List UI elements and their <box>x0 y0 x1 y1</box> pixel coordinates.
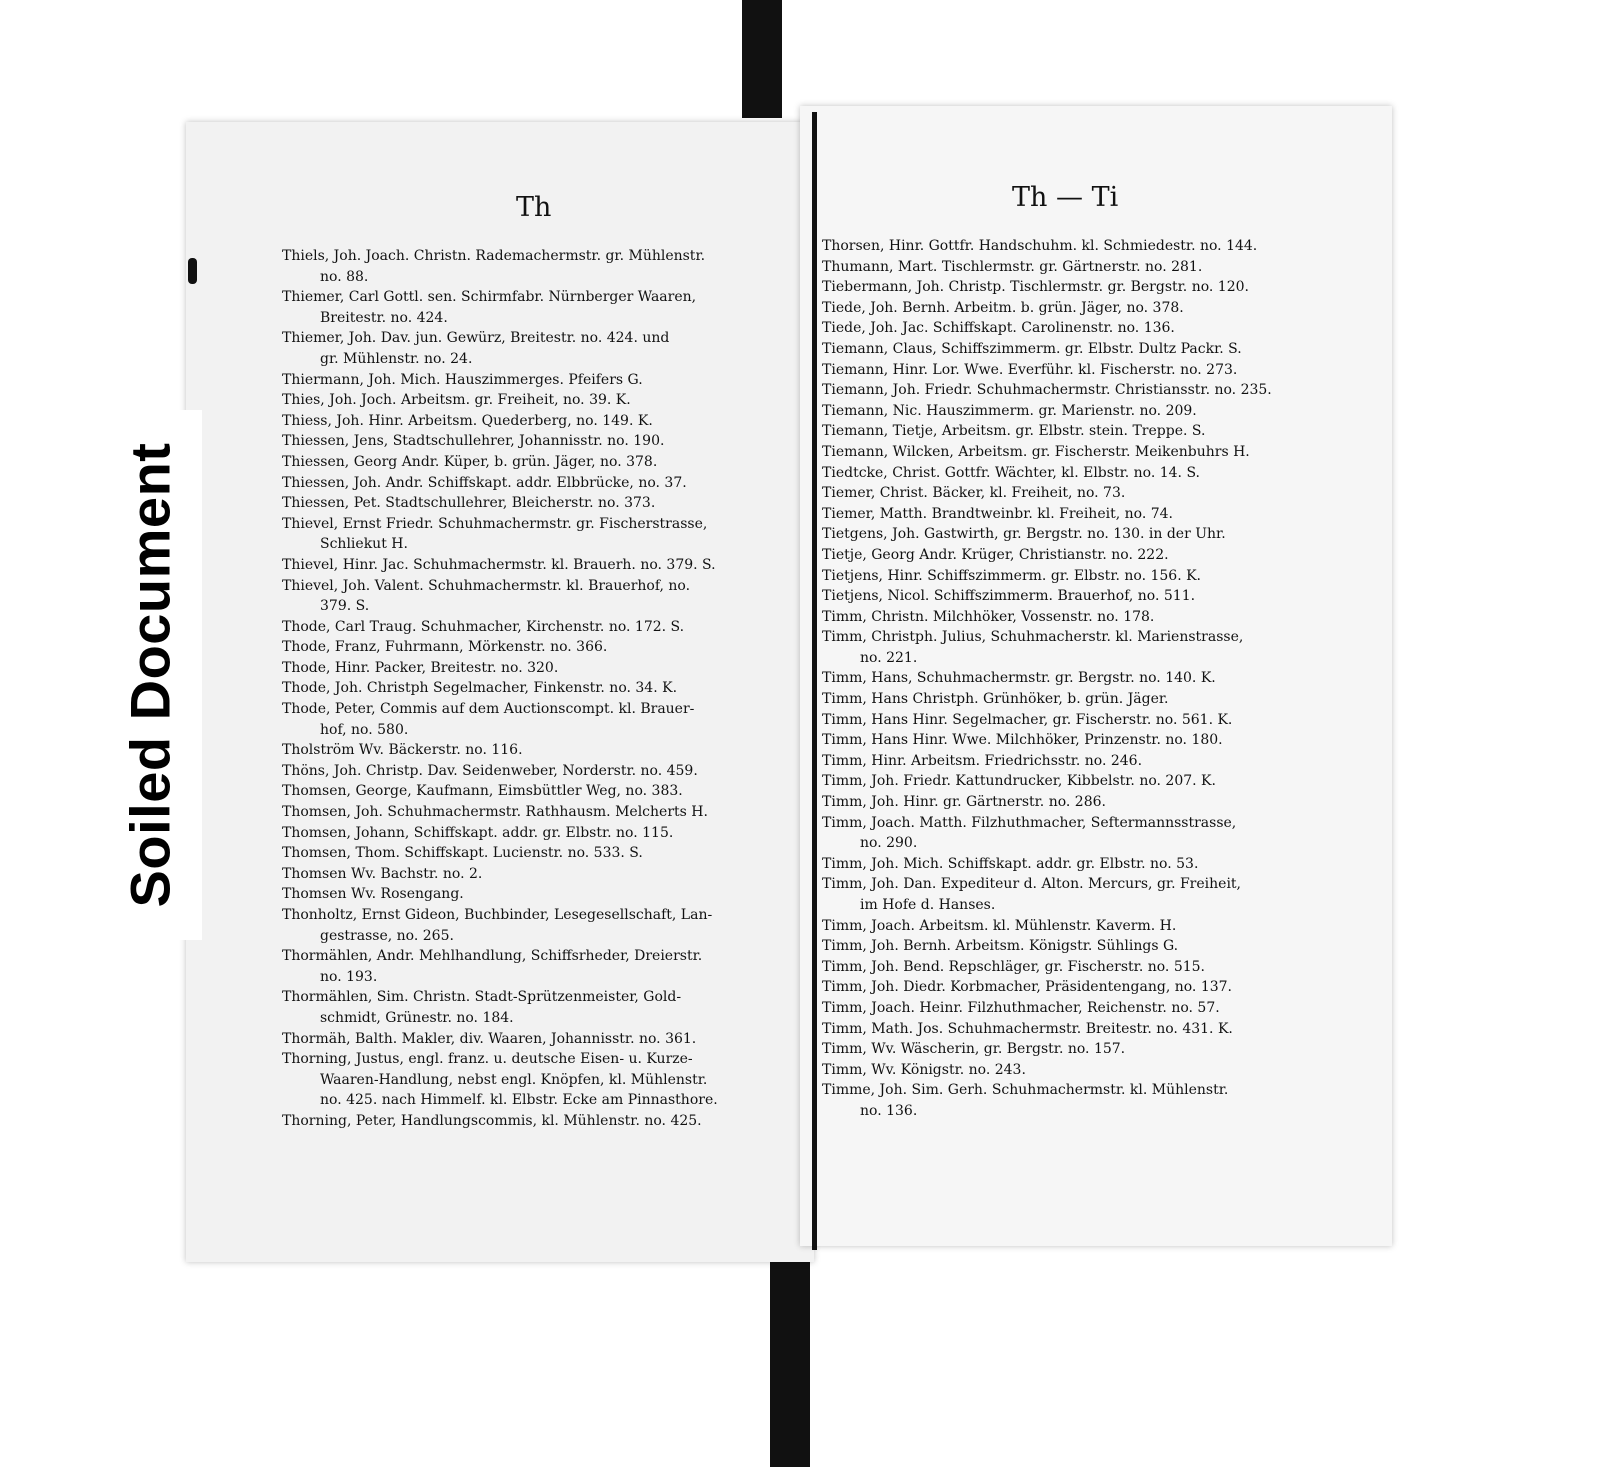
directory-entry <box>282 1049 802 1090</box>
directory-entry <box>282 390 802 411</box>
directory-entry <box>822 586 1342 607</box>
directory-entry <box>282 843 802 864</box>
directory-entry <box>822 1080 1342 1121</box>
directory-entry <box>822 545 1342 566</box>
entry-continuation: gr. Mühlenstr. no. 24. <box>320 350 473 367</box>
directory-entry <box>282 493 802 514</box>
directory-entry <box>282 864 802 885</box>
entry-line: Timm, Joach. Matth. Filzhuthmacher, Seftermannsstrasse, <box>822 814 1237 831</box>
directory-entry <box>822 627 1342 668</box>
left-page-entries <box>282 246 802 1132</box>
directory-entry <box>282 555 802 576</box>
directory-entry <box>282 617 802 638</box>
entry-line: Thomsen, Johann, Schiffskapt. addr. gr. Elbstr. no. 115. <box>282 824 674 841</box>
directory-entry <box>822 730 1342 751</box>
directory-entry <box>282 823 802 844</box>
directory-entry <box>282 699 802 740</box>
directory-entry <box>282 328 802 369</box>
directory-entry <box>822 421 1342 442</box>
entry-line: Tiemann, Joh. Friedr. Schuhmachermstr. Christiansstr. no. 235. <box>822 382 1272 399</box>
entry-line: Timm, Joh. Bernh. Arbeitsm. Königstr. Sühlings G. <box>822 938 1179 955</box>
directory-entry <box>282 946 802 987</box>
directory-entry <box>822 751 1342 772</box>
directory-entry <box>282 576 802 617</box>
entry-line: Thievel, Hinr. Jac. Schuhmachermstr. kl. Brauerh. no. 379. S. <box>282 556 716 573</box>
soiled-document-stamp: Soiled Document <box>118 442 182 908</box>
directory-entry <box>822 463 1342 484</box>
directory-entry <box>822 936 1342 957</box>
entry-line: Timm, Hans Hinr. Wwe. Milchhöker, Prinzenstr. no. 180. <box>822 732 1223 749</box>
entry-line: Timm, Hans, Schuhmachermstr. gr. Bergstr. no. 140. K. <box>822 670 1216 687</box>
entry-continuation: Schliekut H. <box>320 536 408 553</box>
directory-entry <box>822 236 1342 257</box>
entry-line: Timm, Wv. Wäscherin, gr. Bergstr. no. 157. <box>822 1041 1126 1058</box>
directory-entry <box>282 1111 802 1132</box>
entry-continuation: no. 193. <box>320 968 378 985</box>
entry-line: Thiemer, Carl Gottl. sen. Schirmfabr. Nürnberger Waaren, <box>282 289 697 306</box>
entry-line: Timm, Joh. Diedr. Korbmacher, Präsidentengang, no. 137. <box>822 979 1232 996</box>
entry-line: Thievel, Joh. Valent. Schuhmachermstr. kl. Brauerhof, no. <box>282 577 691 594</box>
directory-entry <box>822 566 1342 587</box>
directory-entry <box>822 1060 1342 1081</box>
entry-line: Tietjens, Hinr. Schiffszimmerm. gr. Elbstr. no. 156. K. <box>822 567 1201 584</box>
entry-line: Tiemer, Christ. Bäcker, kl. Freiheit, no. 73. <box>822 485 1126 502</box>
book-spine-top <box>742 0 782 118</box>
directory-entry <box>282 761 802 782</box>
directory-entry <box>822 277 1342 298</box>
directory-entry <box>822 380 1342 401</box>
entry-line: Timm, Joh. Bend. Repschläger, gr. Fischerstr. no. 515. <box>822 958 1205 975</box>
entry-continuation: 379. S. <box>320 598 370 615</box>
entry-line: Thomsen Wv. Bachstr. no. 2. <box>282 865 483 882</box>
entry-continuation: no. 221. <box>860 649 918 666</box>
entry-line: Thomsen, George, Kaufmann, Eimsbüttler Weg, no. 383. <box>282 783 683 800</box>
directory-entry <box>282 246 802 287</box>
entry-line: Timm, Joh. Hinr. gr. Gärtnerstr. no. 286. <box>822 794 1106 811</box>
directory-entry <box>282 658 802 679</box>
entry-line: Thormählen, Sim. Christn. Stadt-Sprützenmeister, Gold- <box>282 989 682 1006</box>
directory-entry <box>822 916 1342 937</box>
directory-entry <box>282 514 802 555</box>
entry-continuation: schmidt, Grünestr. no. 184. <box>320 1009 514 1026</box>
entry-continuation: no. 136. <box>860 1102 918 1119</box>
directory-entry <box>822 504 1342 525</box>
directory-entry <box>822 318 1342 339</box>
entry-line: Thiessen, Jens, Stadtschullehrer, Johannisstr. no. 190. <box>282 433 665 450</box>
entry-line: Timm, Joh. Mich. Schiffskapt. addr. gr. Elbstr. no. 53. <box>822 855 1199 872</box>
entry-line: Thode, Hinr. Packer, Breitestr. no. 320. <box>282 659 559 676</box>
directory-entry <box>282 411 802 432</box>
entry-line: Tiede, Joh. Bernh. Arbeitm. b. grün. Jäger, no. 378. <box>822 299 1184 316</box>
entry-line: Thorning, Justus, engl. franz. u. deutsche Eisen- u. Kurze- <box>282 1051 693 1068</box>
entry-line: Tiemann, Hinr. Lor. Wwe. Everführ. kl. Fischerstr. no. 273. <box>822 361 1238 378</box>
entry-line: Tiede, Joh. Jac. Schiffskapt. Carolinenstr. no. 136. <box>822 320 1175 337</box>
directory-entry <box>822 854 1342 875</box>
entry-line: Timm, Wv. Königstr. no. 243. <box>822 1061 1026 1078</box>
directory-entry <box>282 431 802 452</box>
entry-line: Thode, Franz, Fuhrmann, Mörkenstr. no. 366. <box>282 639 608 656</box>
entry-line: Timm, Hans Hinr. Segelmacher, gr. Fischerstr. no. 561. K. <box>822 711 1233 728</box>
entry-line: Thiemer, Joh. Dav. jun. Gewürz, Breitestr. no. 424. und <box>282 330 670 347</box>
directory-entry <box>822 977 1342 998</box>
directory-entry <box>282 802 802 823</box>
entry-line: Thode, Carl Traug. Schuhmacher, Kirchenstr. no. 172. S. <box>282 618 685 635</box>
directory-entry <box>282 987 802 1028</box>
directory-entry <box>822 813 1342 854</box>
left-page-header: Th <box>516 192 552 223</box>
entry-continuation: no. 425. nach Himmelf. kl. Elbstr. Ecke am Pinnasthore. <box>320 1092 718 1109</box>
entry-line: Thievel, Ernst Friedr. Schuhmachermstr. gr. Fischerstrasse, <box>282 515 708 532</box>
directory-entry <box>822 360 1342 381</box>
entry-line: Timm, Joh. Friedr. Kattundrucker, Kibbelstr. no. 207. K. <box>822 773 1216 790</box>
directory-entry <box>822 524 1342 545</box>
page-gutter <box>812 112 817 1250</box>
entry-line: Tietgens, Joh. Gastwirth, gr. Bergstr. no. 130. in der Uhr. <box>822 526 1226 543</box>
entry-line: Thiessen, Georg Andr. Küper, b. grün. Jäger, no. 378. <box>282 453 658 470</box>
directory-entry <box>822 1039 1342 1060</box>
entry-line: Tiebermann, Joh. Christp. Tischlermstr. gr. Bergstr. no. 120. <box>822 279 1249 296</box>
right-page-header: Th — Ti <box>1012 182 1119 213</box>
directory-entry <box>822 710 1342 731</box>
entry-continuation: im Hofe d. Hanses. <box>860 897 996 913</box>
directory-entry <box>822 607 1342 628</box>
directory-entry <box>282 473 802 494</box>
ink-blot <box>188 258 197 284</box>
directory-entry <box>282 1029 802 1050</box>
entry-line: Thiess, Joh. Hinr. Arbeitsm. Quederberg, no. 149. K. <box>282 412 653 429</box>
directory-entry <box>822 298 1342 319</box>
entry-line: Timm, Math. Jos. Schuhmachermstr. Breitestr. no. 431. K. <box>822 1020 1233 1037</box>
entry-line: Timm, Christph. Julius, Schuhmacherstr. kl. Marienstrasse, <box>822 629 1244 646</box>
directory-entry <box>282 452 802 473</box>
entry-line: Thormäh, Balth. Makler, div. Waaren, Johannisstr. no. 361. <box>282 1030 697 1047</box>
directory-entry <box>822 689 1342 710</box>
entry-line: Thiermann, Joh. Mich. Hauszimmerges. Pfeifers G. <box>282 371 643 388</box>
directory-entry <box>282 287 802 328</box>
entry-line: Tiemann, Claus, Schiffszimmerm. gr. Elbstr. Dultz Packr. S. <box>822 340 1242 357</box>
directory-entry <box>822 771 1342 792</box>
entry-continuation: gestrasse, no. 265. <box>320 927 454 944</box>
directory-entry <box>822 339 1342 360</box>
entry-line: Thomsen, Thom. Schiffskapt. Lucienstr. no. 533. S. <box>282 845 643 862</box>
directory-entry <box>822 874 1342 915</box>
entry-line: Thormählen, Andr. Mehlhandlung, Schiffsrheder, Dreierstr. <box>282 948 703 965</box>
entry-line: Thöns, Joh. Christp. Dav. Seidenweber, Norderstr. no. 459. <box>282 762 698 779</box>
entry-line: Thode, Peter, Commis auf dem Auctionscompt. kl. Brauer- <box>282 701 695 718</box>
entry-line: Thies, Joh. Joch. Arbeitsm. gr. Freiheit, no. 39. K. <box>282 392 631 409</box>
entry-line: Timme, Joh. Sim. Gerh. Schuhmachermstr. kl. Mühlenstr. <box>822 1082 1229 1099</box>
entry-line: Thonholtz, Ernst Gideon, Buchbinder, Lesegesellschaft, Lan- <box>282 907 713 923</box>
entry-line: Tiemann, Tietje, Arbeitsm. gr. Elbstr. stein. Treppe. S. <box>822 423 1206 440</box>
entry-line: Thiessen, Joh. Andr. Schiffskapt. addr. Elbbrücke, no. 37. <box>282 474 687 491</box>
directory-entry <box>282 1090 802 1111</box>
entry-line: Timm, Joach. Heinr. Filzhuthmacher, Reichenstr. no. 57. <box>822 999 1220 1016</box>
entry-line: Thode, Joh. Christph Segelmacher, Finkenstr. no. 34. K. <box>282 680 678 697</box>
entry-line: Tietjens, Nicol. Schiffszimmerm. Brauerhof, no. 511. <box>822 588 1196 605</box>
entry-line: Thumann, Mart. Tischlermstr. gr. Gärtnerstr. no. 281. <box>822 258 1203 275</box>
directory-entry <box>282 905 802 946</box>
directory-entry <box>822 998 1342 1019</box>
entry-line: Timm, Hans Christph. Grünhöker, b. grün. Jäger. <box>822 691 1169 708</box>
entry-line: Thomsen Wv. Rosengang. <box>282 886 464 903</box>
entry-line: Thomsen, Joh. Schuhmachermstr. Rathhausm. Melcherts H. <box>282 804 708 821</box>
entry-line: Tholström Wv. Bäckerstr. no. 116. <box>282 742 523 759</box>
entry-line: Timm, Joh. Dan. Expediteur d. Alton. Mercurs, gr. Freiheit, <box>822 876 1241 893</box>
directory-entry <box>282 740 802 761</box>
book-spine-bottom <box>770 1250 810 1467</box>
entry-line: Tiemer, Matth. Brandtweinbr. kl. Freiheit, no. 74. <box>822 505 1173 522</box>
entry-line: Tiemann, Wilcken, Arbeitsm. gr. Fischerstr. Meikenbuhrs H. <box>822 443 1250 460</box>
entry-line: Thiels, Joh. Joach. Christn. Rademachermstr. gr. Mühlenstr. <box>282 248 706 264</box>
entry-line: Thorning, Peter, Handlungscommis, kl. Mühlenstr. no. 425. <box>282 1112 702 1129</box>
entry-continuation: Waaren-Handlung, nebst engl. Knöpfen, kl. Mühlenstr. <box>320 1071 708 1088</box>
directory-entry <box>822 1019 1342 1040</box>
entry-line: Thiessen, Pet. Stadtschullehrer, Bleicherstr. no. 373. <box>282 495 656 512</box>
entry-line: Timm, Hinr. Arbeitsm. Friedrichsstr. no. 246. <box>822 752 1143 769</box>
entry-continuation: no. 88. <box>320 268 369 285</box>
entry-continuation: hof, no. 580. <box>320 721 409 738</box>
directory-entry <box>282 637 802 658</box>
directory-entry <box>282 781 802 802</box>
directory-entry <box>822 668 1342 689</box>
directory-entry <box>282 884 802 905</box>
directory-entry <box>822 401 1342 422</box>
directory-entry <box>822 257 1342 278</box>
directory-entry <box>822 792 1342 813</box>
entry-continuation: Breitestr. no. 424. <box>320 309 448 326</box>
entry-line: Tietje, Georg Andr. Krüger, Christianstr. no. 222. <box>822 546 1169 563</box>
entry-continuation: no. 290. <box>860 835 918 852</box>
entry-line: Timm, Joach. Arbeitsm. kl. Mühlenstr. Kaverm. H. <box>822 917 1177 934</box>
directory-entry <box>282 370 802 391</box>
directory-entry <box>822 483 1342 504</box>
directory-entry <box>822 957 1342 978</box>
entry-line: Timm, Christn. Milchhöker, Vossenstr. no. 178. <box>822 608 1155 625</box>
entry-line: Tiedtcke, Christ. Gottfr. Wächter, kl. Elbstr. no. 14. S. <box>822 464 1200 481</box>
right-page-entries <box>822 236 1342 1122</box>
directory-entry <box>822 442 1342 463</box>
entry-line: Tiemann, Nic. Hauszimmerm. gr. Marienstr. no. 209. <box>822 402 1197 419</box>
entry-line: Thorsen, Hinr. Gottfr. Handschuhm. kl. Schmiedestr. no. 144. <box>822 238 1258 254</box>
directory-entry <box>282 678 802 699</box>
